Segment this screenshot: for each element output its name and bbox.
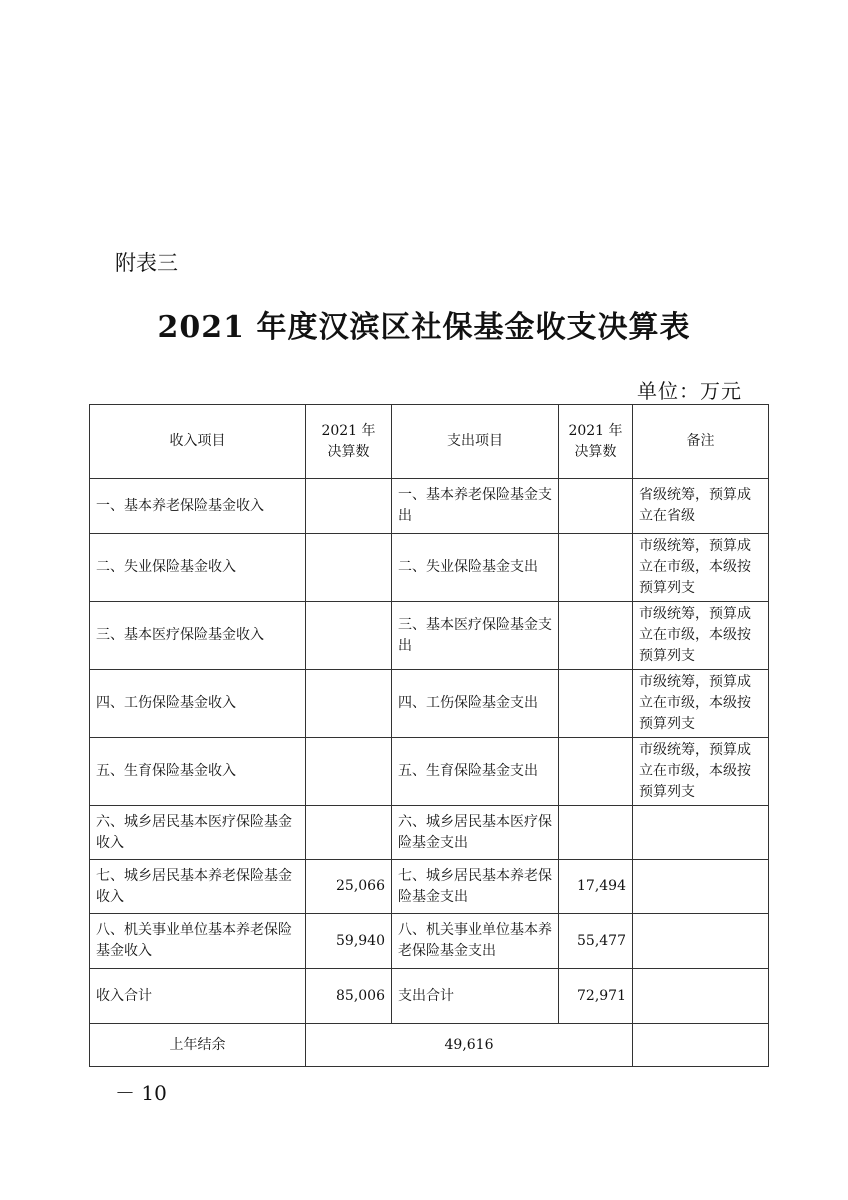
income-item-cell: 二、失业保险基金收入 [90,534,306,602]
budget-table [89,404,769,1067]
balance-remark-cell [633,1024,769,1067]
expense-amount-cell [559,602,633,670]
expense-amount-cell [559,479,633,534]
expense-amount-cell [559,534,633,602]
header-expense-item: 支出项目 [392,405,559,479]
income-item-cell: 四、工伤保险基金收入 [90,670,306,738]
balance-value: 49,616 [306,1024,633,1067]
expense-item-cell: 四、工伤保险基金支出 [392,670,559,738]
expense-item-cell: 五、生育保险基金支出 [392,738,559,806]
income-amount-cell: 25,066 [306,860,392,914]
remark-cell: 市级统筹，预算成立在市级，本级按预算列支 [633,602,769,670]
balance-row [90,1024,769,1067]
table-row [90,479,769,534]
remark-cell: 省级统筹，预算成立在省级 [633,479,769,534]
income-amount-cell: 59,940 [306,914,392,969]
income-item-cell: 八、机关事业单位基本养老保险基金收入 [90,914,306,969]
income-amount-cell [306,479,392,534]
table-row [90,969,769,1024]
income-amount-cell: 85,006 [306,969,392,1024]
header-income-item: 收入项目 [90,405,306,479]
remark-cell [633,969,769,1024]
expense-item-cell: 七、城乡居民基本养老保险基金支出 [392,860,559,914]
table-row [90,534,769,602]
header-expense-amount: 2021 年 决算数 [559,405,633,479]
remark-cell: 市级统筹，预算成立在市级，本级按预算列支 [633,534,769,602]
table-row [90,860,769,914]
header-income-amount: 2021 年 决算数 [306,405,392,479]
expense-amount-cell [559,738,633,806]
income-amount-cell [306,806,392,860]
unit-label: 单位：万元 [637,379,742,403]
expense-item-cell: 八、机关事业单位基本养老保险基金支出 [392,914,559,969]
expense-item-cell: 二、失业保险基金支出 [392,534,559,602]
expense-amount-cell: 72,971 [559,969,633,1024]
remark-cell [633,914,769,969]
income-amount-cell [306,670,392,738]
income-amount-cell [306,602,392,670]
remark-cell: 市级统筹，预算成立在市级，本级按预算列支 [633,670,769,738]
document-title: 2021 年度汉滨区社保基金收支决算表 [157,310,691,345]
table-row [90,602,769,670]
table-row [90,914,769,969]
expense-item-cell: 六、城乡居民基本医疗保险基金支出 [392,806,559,860]
header-remark: 备注 [633,405,769,479]
income-item-cell: 七、城乡居民基本养老保险基金收入 [90,860,306,914]
balance-label: 上年结余 [90,1024,306,1067]
expense-item-cell: 支出合计 [392,969,559,1024]
expense-item-cell: 三、基本医疗保险基金支出 [392,602,559,670]
header-row [90,405,769,479]
appendix-label: 附表三 [115,251,178,275]
expense-amount-cell [559,670,633,738]
expense-amount-cell: 17,494 [559,860,633,914]
income-amount-cell [306,534,392,602]
income-amount-cell [306,738,392,806]
remark-cell [633,806,769,860]
table-row [90,806,769,860]
expense-item-cell: 一、基本养老保险基金支出 [392,479,559,534]
page-number: － 10 [115,1081,167,1105]
expense-amount-cell: 55,477 [559,914,633,969]
income-item-cell: 六、城乡居民基本医疗保险基金收入 [90,806,306,860]
table-row [90,670,769,738]
table-row [90,738,769,806]
income-item-cell: 三、基本医疗保险基金收入 [90,602,306,670]
remark-cell: 市级统筹，预算成立在市级，本级按预算列支 [633,738,769,806]
income-item-cell: 一、基本养老保险基金收入 [90,479,306,534]
remark-cell [633,860,769,914]
income-item-cell: 五、生育保险基金收入 [90,738,306,806]
income-item-cell: 收入合计 [90,969,306,1024]
expense-amount-cell [559,806,633,860]
